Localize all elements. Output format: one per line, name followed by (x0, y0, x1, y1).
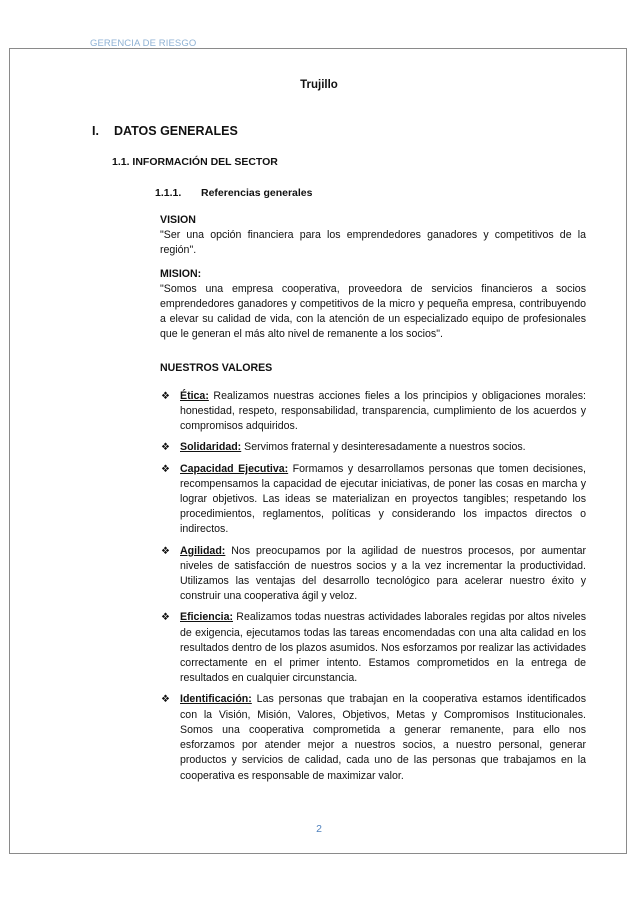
vision-label: VISION (160, 214, 196, 226)
list-item-eficiencia (160, 610, 586, 686)
list-item-etica (160, 389, 586, 435)
value-name: Ética: (180, 389, 209, 402)
diamond-bullet-icon: ❖ (161, 694, 170, 706)
list-item-solidaridad (160, 440, 586, 455)
section-title: DATOS GENERALES (114, 124, 238, 138)
value-name: Identificación: (180, 693, 252, 706)
page-header: GERENCIA DE RIESGO (90, 38, 197, 49)
subsubsection-heading (155, 187, 312, 199)
list-item-identificacion (160, 692, 586, 783)
mision-label: MISION: (160, 267, 202, 280)
value-text: Formamos y desarrollamos personas que tomen decisiones, recompensamos la capacidad de ejecutar iniciativas, de poner las cosas en marcha y lograr objetivos. Las ideas se materializan en proyectos tangibles; respetando los procedimientos, reglamentos, políticas y considerando los impactos directos o indirectos. (180, 462, 586, 536)
value-text: Nos preocupamos por la agilidad de nuestros procesos, por aumentar niveles de satisfacción de nuestros socios y a la vez incrementar la productividad. Utilizamos las ventajas del desarrollo tecnológico para acelerar nuestro éxito y construir una cooperativa ágil y veloz. (180, 544, 586, 603)
section-heading (92, 124, 238, 138)
subsubsection-title: Referencias generales (201, 187, 313, 199)
values-title: NUESTROS VALORES (160, 361, 273, 374)
value-name: Eficiencia: (180, 611, 233, 624)
value-name: Solidaridad: (180, 441, 242, 454)
city-title: Trujillo (300, 79, 338, 91)
value-name: Agilidad: (180, 544, 226, 557)
page-number: 2 (316, 823, 322, 835)
value-name: Capacidad Ejecutiva: (180, 462, 289, 475)
diamond-bullet-icon: ❖ (161, 463, 170, 475)
diamond-bullet-icon: ❖ (161, 442, 170, 454)
diamond-bullet-icon: ❖ (161, 545, 170, 557)
value-text: Servimos fraternal y desinteresadamente a nuestros socios. (241, 441, 526, 454)
body-content (160, 213, 586, 790)
vision-text: "Ser una opción financiera para los emprendedores ganadores y competitivos de la región". (160, 229, 586, 257)
diamond-bullet-icon: ❖ (161, 612, 170, 624)
list-item-capacidad-ejecutiva (160, 462, 586, 538)
value-text: Realizamos nuestras acciones fieles a los principios y obligaciones morales: honestidad, respeto, responsabilidad, transparencia, cumplimiento de los acuerdos y compromisos adquiridos. (180, 389, 586, 433)
diamond-bullet-icon: ❖ (161, 390, 170, 402)
values-list (160, 389, 586, 784)
value-text: Realizamos todas nuestras actividades laborales regidas por altos niveles de exigencia, ejecutamos todas las tareas encomendadas con una alta calidad en los resultados dentro de los plazos asumidos. Nos esforzamos por realizar las actividades correctamente en el primer intento. Estamos comprometidos en la entrega de resultados en cualquier circunstancia. (180, 611, 586, 685)
mision-text: "Somos una empresa cooperativa, proveedora de servicios financieros a socios emprendedores ganadores y competitivos de la micro y pequeña empresa, contribuyendo a elevar su calidad de vida, con la atención de un especializado equipo de profesionales que le generan el más alto nivel de remanente a los socios". (160, 282, 586, 341)
subsubsection-number: 1.1.1. (155, 187, 182, 199)
section-number: I. (92, 124, 99, 138)
subsection-heading: 1.1. INFORMACIÓN DEL SECTOR (112, 156, 278, 168)
value-text: Las personas que trabajan en la cooperativa estamos identificados con la Visión, Misión, Valores, Objetivos, Metas y Compromisos Institucionales. Somos una cooperativa comprometida a generar remanente, para ello nos esforzamos por atender mejor a nuestros socios, a nuestro personal, generar productos y servicios de calidad, cada uno de las personas que trabajamos en la cooperativa es responsable de maximizar valor. (180, 693, 586, 782)
list-item-agilidad (160, 544, 586, 605)
